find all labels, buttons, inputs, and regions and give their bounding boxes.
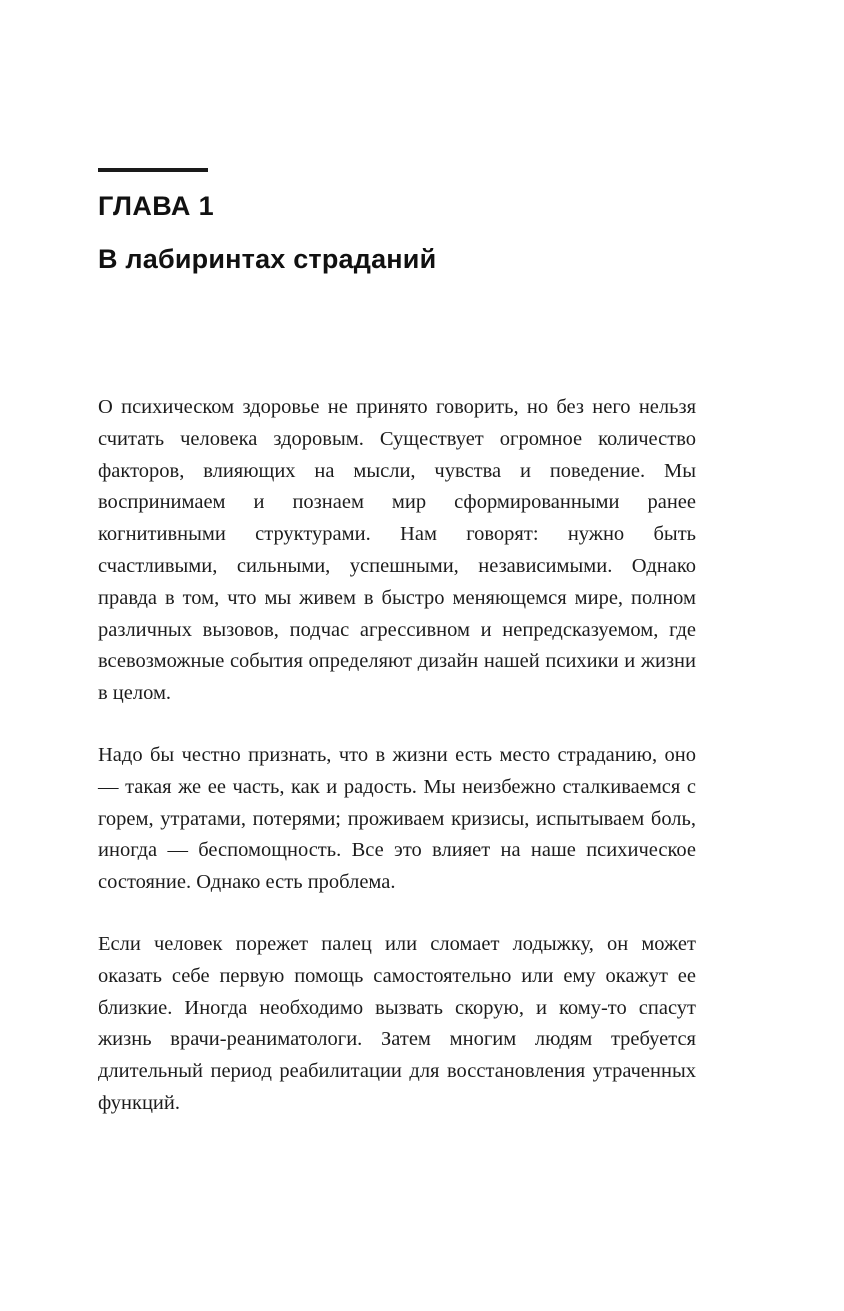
paragraph: О психическом здоровье не принято говорить, но без него нельзя считать человека здоровым. Существует огромное количество факторов, влияющих на мысли, чувства и поведение. Мы воспринимаем и познаем мир сформированными ранее когнитивными структурами. Нам говорят: нужно быть счастливыми, сильными, успешными, независимыми. Однако правда в том, что мы живем в быстро меняющемся мире, полном различных вызовов, подчас агрессивном и непредсказуемом, где всевозможные события определяют дизайн нашей психики и жизни в целом. bbox=[98, 396, 696, 705]
page-title: В лабиринтах страданий bbox=[98, 243, 437, 274]
paragraph: Если человек порежет палец или сломает лодыжку, он может оказать себе первую помощь самостоятельно или ему окажут ее близкие. Иногда необходимо вызвать скорую, и кому-то спасут жизнь врачи-реаниматологи. Затем многим людям требуется длительный период реабилитации для восстановления утраченных функций. bbox=[98, 932, 696, 1114]
body-text bbox=[98, 392, 696, 1120]
chapter-heading bbox=[98, 192, 748, 275]
chapter-number: ГЛАВА 1 bbox=[98, 191, 215, 221]
paragraph: Надо бы честно признать, что в жизни есть место страданию, оно — такая же ее часть, как и радость. Мы неизбежно сталкиваемся с горем, утратами, потерями; проживаем кризисы, испытываем боль, иногда — беспомощность. Все это влияет на наше психическое состояние. Однако есть проблема. bbox=[98, 743, 696, 894]
chapter-divider-rule bbox=[98, 168, 208, 172]
